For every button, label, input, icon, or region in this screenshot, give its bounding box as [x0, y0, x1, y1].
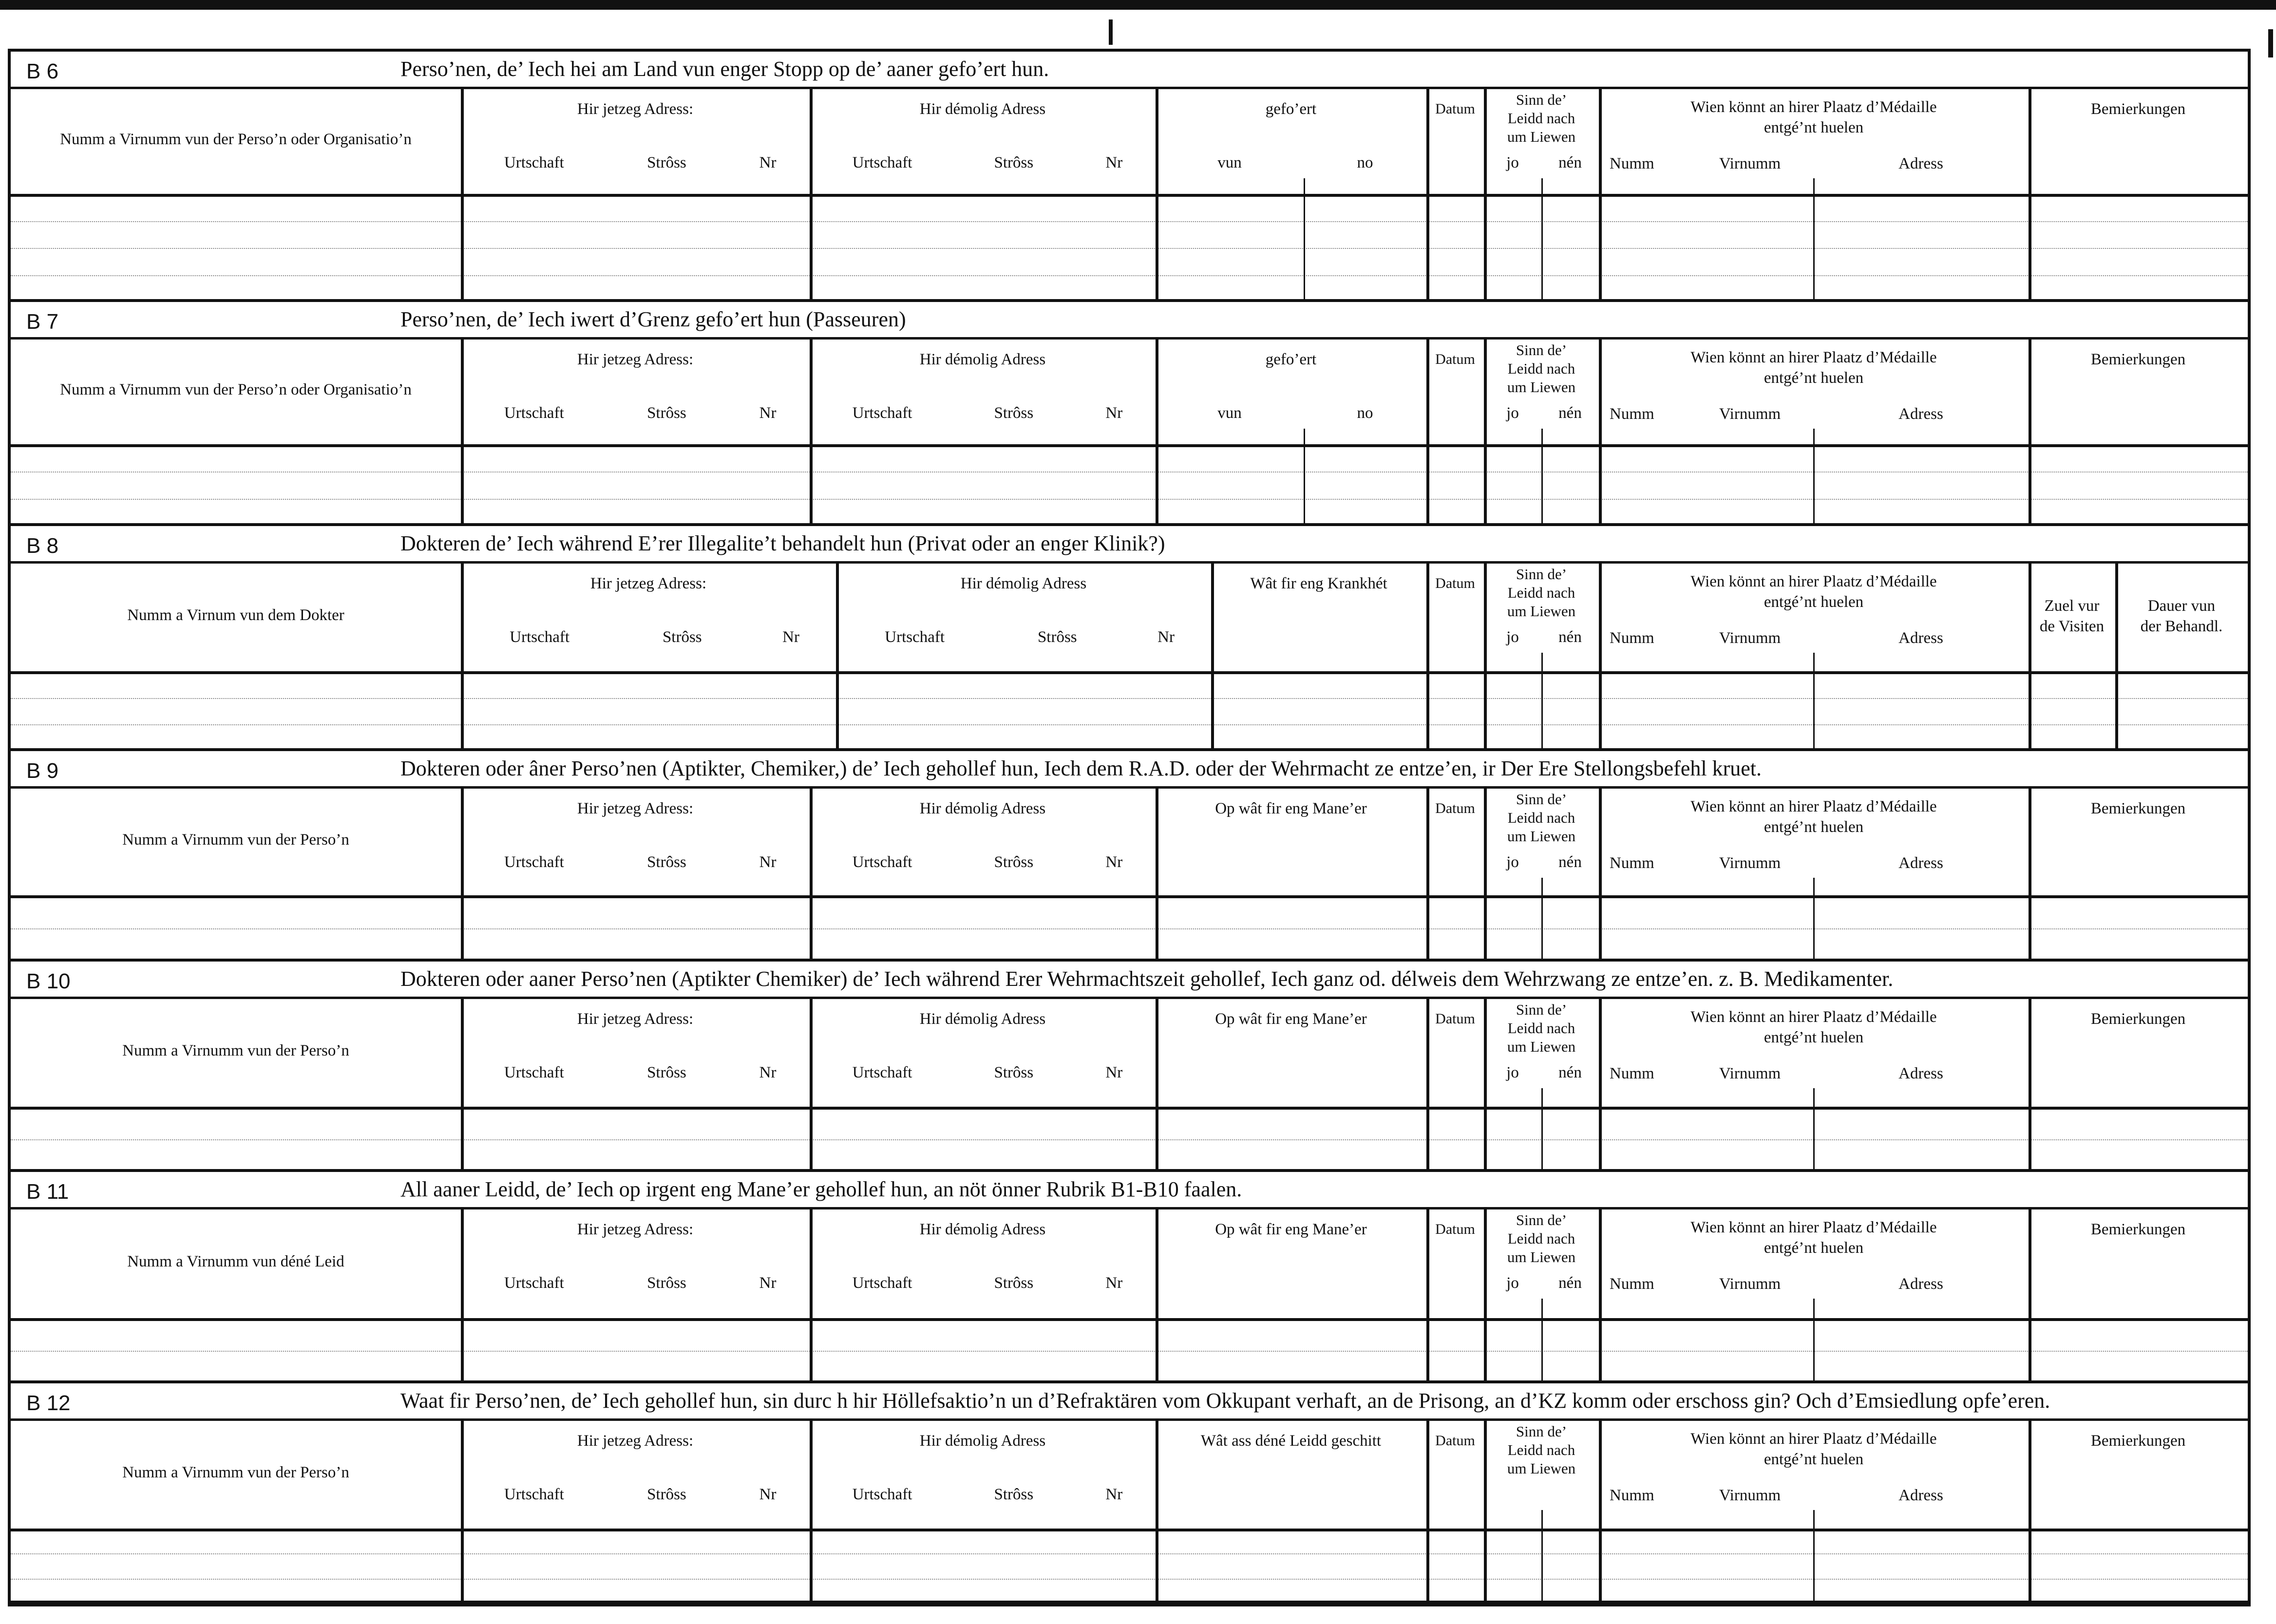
header-body-rule — [11, 444, 2248, 447]
duration-l2: der Behandl. — [2140, 618, 2223, 635]
section-header — [11, 962, 2248, 999]
section-b8 — [11, 526, 2248, 751]
current-address-nr-label: Nr — [759, 154, 777, 171]
former-address-nr-label: Nr — [1105, 154, 1123, 171]
fold-mark — [1109, 19, 1113, 45]
medal-address-label: Adress — [1898, 1275, 1943, 1293]
header-body-rule — [11, 1107, 2248, 1110]
former-address-nr-label: Nr — [1105, 1274, 1123, 1292]
suffered-l3: um Liewen — [1507, 1038, 1576, 1055]
section-b12 — [11, 1383, 2248, 1604]
medal-header-l1: Wien könnt an hirer Plaatz d’Médaille — [1690, 573, 1937, 590]
no-label: nén — [1558, 628, 1582, 646]
medal-name-label: Numm — [1610, 629, 1654, 647]
section-header — [11, 751, 2248, 789]
suffered-l3: um Liewen — [1507, 1248, 1576, 1265]
former-address-street-label: Strôss — [1037, 628, 1077, 646]
medal-header-l1: Wien könnt an hirer Plaatz d’Médaille — [1690, 98, 1937, 116]
header-body-rule — [11, 194, 2248, 197]
column-rule — [1156, 997, 1158, 1169]
remarks-header: Bemierkungen — [2090, 351, 2186, 368]
section-b6 — [11, 52, 2248, 302]
to-label: no — [1357, 404, 1373, 422]
sub-column-rule — [1541, 1088, 1543, 1169]
date-header: Datum — [1435, 575, 1475, 591]
column-name-header: Numm a Virnumm vun déné Leid — [127, 1253, 344, 1270]
current-address-street-label: Strôss — [647, 1274, 686, 1292]
current-address-street-label: Strôss — [647, 404, 686, 422]
current-address-header: Hir jetzeg Adress: — [590, 575, 707, 592]
sub-column-rule — [1813, 1088, 1815, 1169]
former-address-street-label: Strôss — [994, 404, 1034, 422]
suffered-l2: Leidd nach — [1507, 1441, 1575, 1458]
remarks-header: Bemierkungen — [2090, 800, 2186, 817]
transported-header: gefo’ert — [1265, 351, 1317, 368]
section-code: B 8 — [26, 534, 59, 558]
no-label: nén — [1558, 1064, 1582, 1081]
suffered-l2: Leidd nach — [1507, 809, 1575, 826]
from-label: vun — [1217, 154, 1242, 171]
header-body-rule — [11, 895, 2248, 898]
medal-firstname-label: Virnumm — [1719, 1275, 1781, 1293]
suffered-l2: Leidd nach — [1507, 584, 1575, 601]
section-code: B 10 — [26, 969, 71, 993]
sub-column-rule — [1541, 1299, 1543, 1380]
medal-name-label: Numm — [1610, 1487, 1654, 1504]
medal-name-label: Numm — [1610, 1065, 1654, 1082]
medal-header-l2: entgé’nt huelen — [1764, 818, 1864, 836]
former-address-place-label: Urtschaft — [885, 628, 945, 646]
column-name-header: Numm a Virnumm vun der Perso’n oder Organisatio’n — [60, 381, 412, 398]
sub-column-rule — [1304, 429, 1305, 523]
date-header: Datum — [1435, 1221, 1475, 1237]
visits-l2: de Visiten — [2039, 618, 2105, 635]
medal-address-label: Adress — [1898, 854, 1943, 872]
section-header — [11, 302, 2248, 340]
current-address-nr-label: Nr — [759, 1486, 777, 1503]
yes-label: jo — [1506, 628, 1519, 646]
sub-column-rule — [1813, 1510, 1815, 1601]
manner-header: Wât fir eng Krankhét — [1250, 575, 1387, 592]
column-rule — [1156, 786, 1158, 959]
medal-firstname-label: Virnumm — [1719, 1065, 1781, 1082]
medal-header-l2: entgé’nt huelen — [1764, 119, 1864, 136]
medal-header-l1: Wien könnt an hirer Plaatz d’Médaille — [1690, 1219, 1937, 1236]
manner-header: Wât ass déné Leidd geschitt — [1200, 1432, 1382, 1450]
sub-column-rule — [1813, 653, 1815, 748]
section-code: B 6 — [26, 59, 59, 83]
current-address-nr-label: Nr — [782, 628, 799, 646]
section-header — [11, 52, 2248, 89]
former-address-header: Hir démolig Adress — [919, 1432, 1046, 1450]
former-address-header: Hir démolig Adress — [960, 575, 1087, 592]
current-address-header: Hir jetzeg Adress: — [577, 100, 694, 118]
entry-line[interactable] — [11, 499, 2248, 500]
medal-name-label: Numm — [1610, 1275, 1654, 1293]
column-name-header: Numm a Virnumm vun der Perso’n oder Organisatio’n — [60, 131, 412, 148]
current-address-nr-label: Nr — [759, 404, 777, 422]
entry-line[interactable] — [11, 1553, 2248, 1554]
current-address-header: Hir jetzeg Adress: — [577, 800, 694, 817]
medal-header-l1: Wien könnt an hirer Plaatz d’Médaille — [1690, 1430, 1937, 1448]
current-address-header: Hir jetzeg Adress: — [577, 1010, 694, 1028]
current-address-header: Hir jetzeg Adress: — [577, 1221, 694, 1238]
suffered-l2: Leidd nach — [1507, 360, 1575, 377]
suffered-l1: Sinn de’ — [1516, 91, 1567, 108]
section-title: Waat fir Perso’nen, de’ Iech gehollef hun, sin durc h hir Höllefsaktio’n un d’Refraktären vom Okkupant verhaft, an de Prisong, an d’KZ komm oder erschoss gin? Och d’Emsiedlung opfe’eren. — [400, 1389, 2050, 1413]
medal-address-label: Adress — [1898, 405, 1943, 423]
manner-header: Op wât fir eng Mane’er — [1215, 1010, 1367, 1028]
section-title: Dokteren oder aaner Perso’nen (Aptikter Chemiker) de’ Iech während Erer Wehrmachtszeit gehollef, Iech ganz od. délweis dem Wehrzwang ze entze’en. z. B. Medikamenter. — [400, 967, 1894, 991]
suffered-l3: um Liewen — [1507, 828, 1576, 845]
yes-label: jo — [1506, 154, 1519, 171]
entry-line[interactable] — [11, 1351, 2248, 1352]
current-address-place-label: Urtschaft — [504, 1274, 564, 1292]
medal-firstname-label: Virnumm — [1719, 405, 1781, 423]
section-header — [11, 1172, 2248, 1209]
medal-header-l2: entgé’nt huelen — [1764, 593, 1864, 611]
suffered-l3: um Liewen — [1507, 1460, 1576, 1477]
current-address-header: Hir jetzeg Adress: — [577, 351, 694, 368]
sub-column-rule — [1541, 178, 1543, 299]
medal-address-label: Adress — [1898, 1487, 1943, 1504]
header-body-rule — [11, 1318, 2248, 1321]
to-label: no — [1357, 154, 1373, 171]
medal-header-l2: entgé’nt huelen — [1764, 369, 1864, 387]
sub-column-rule — [1541, 1510, 1543, 1601]
current-address-nr-label: Nr — [759, 1064, 777, 1081]
visits-l1: Zuel vur — [2044, 597, 2100, 615]
former-address-street-label: Strôss — [994, 1064, 1034, 1081]
medal-address-label: Adress — [1898, 629, 1943, 647]
yes-label: jo — [1506, 1274, 1519, 1292]
entry-line[interactable] — [11, 698, 2248, 699]
edge-mark — [2268, 29, 2273, 57]
former-address-place-label: Urtschaft — [852, 1064, 912, 1081]
current-address-nr-label: Nr — [759, 1274, 777, 1292]
sub-column-rule — [1813, 1299, 1815, 1380]
former-address-street-label: Strôss — [994, 1486, 1034, 1503]
remarks-header: Bemierkungen — [2090, 100, 2186, 118]
sub-column-rule — [1813, 178, 1815, 299]
no-label: nén — [1558, 853, 1582, 871]
entry-line[interactable] — [11, 275, 2248, 276]
suffered-l1: Sinn de’ — [1516, 1423, 1567, 1440]
suffered-l2: Leidd nach — [1507, 1230, 1575, 1247]
section-b11 — [11, 1172, 2248, 1383]
former-address-place-label: Urtschaft — [852, 154, 912, 171]
medal-header-l2: entgé’nt huelen — [1764, 1451, 1864, 1468]
section-code: B 7 — [26, 310, 59, 334]
current-address-street-label: Strôss — [647, 1064, 686, 1081]
medal-name-label: Numm — [1610, 854, 1654, 872]
column-rule — [1156, 1207, 1158, 1380]
former-address-header: Hir démolig Adress — [919, 100, 1046, 118]
section-b9 — [11, 751, 2248, 962]
section-title: Dokteren oder âner Perso’nen (Aptikter, Chemiker,) de’ Iech gehollef hun, Iech dem R.A.D. oder der Wehrmacht ze entze’en, ir Der Ere Stellongsbefehl kruet. — [400, 756, 1762, 780]
entry-line[interactable] — [11, 1139, 2248, 1140]
yes-label: jo — [1506, 404, 1519, 422]
former-address-street-label: Strôss — [994, 853, 1034, 871]
entry-line[interactable] — [11, 248, 2248, 249]
column-name-header: Numm a Virnumm vun der Perso’n — [122, 1464, 349, 1481]
date-header: Datum — [1435, 1433, 1475, 1449]
medal-firstname-label: Virnumm — [1719, 155, 1781, 172]
transported-header: gefo’ert — [1265, 100, 1317, 118]
sub-column-rule — [1813, 878, 1815, 959]
suffered-l2: Leidd nach — [1507, 1020, 1575, 1037]
current-address-place-label: Urtschaft — [504, 154, 564, 171]
current-address-place-label: Urtschaft — [504, 1064, 564, 1081]
entry-line[interactable] — [11, 724, 2248, 725]
section-b10 — [11, 962, 2248, 1172]
suffered-l3: um Liewen — [1507, 378, 1576, 396]
medal-header-l2: entgé’nt huelen — [1764, 1029, 1864, 1046]
duration-l1: Dauer vun — [2147, 597, 2216, 615]
suffered-l1: Sinn de’ — [1516, 341, 1567, 359]
medal-name-label: Numm — [1610, 405, 1654, 423]
medal-firstname-label: Virnumm — [1719, 854, 1781, 872]
yes-label: jo — [1506, 853, 1519, 871]
sub-column-rule — [1541, 653, 1543, 748]
sub-column-rule — [1541, 429, 1543, 523]
column-rule — [1211, 561, 1214, 748]
former-address-header: Hir démolig Adress — [919, 1221, 1046, 1238]
section-header — [11, 1383, 2248, 1421]
section-code: B 12 — [26, 1391, 71, 1415]
former-address-nr-label: Nr — [1157, 628, 1175, 646]
suffered-l1: Sinn de’ — [1516, 566, 1567, 583]
from-label: vun — [1217, 404, 1242, 422]
suffered-l2: Leidd nach — [1507, 110, 1575, 127]
former-address-nr-label: Nr — [1105, 1064, 1123, 1081]
section-b7 — [11, 302, 2248, 526]
manner-header: Op wât fir eng Mane’er — [1215, 1221, 1367, 1238]
former-address-place-label: Urtschaft — [852, 404, 912, 422]
current-address-street-label: Strôss — [647, 154, 686, 171]
header-body-rule — [11, 1529, 2248, 1531]
suffered-l3: um Liewen — [1507, 128, 1576, 145]
current-address-street-label: Strôss — [662, 628, 702, 646]
column-rule — [2115, 561, 2118, 748]
current-address-street-label: Strôss — [647, 853, 686, 871]
suffered-l1: Sinn de’ — [1516, 1211, 1567, 1228]
current-address-place-label: Urtschaft — [504, 1486, 564, 1503]
former-address-header: Hir démolig Adress — [919, 800, 1046, 817]
former-address-place-label: Urtschaft — [852, 1486, 912, 1503]
medal-address-label: Adress — [1898, 155, 1943, 172]
no-label: nén — [1558, 1274, 1582, 1292]
former-address-nr-label: Nr — [1105, 853, 1123, 871]
remarks-header: Bemierkungen — [2090, 1010, 2186, 1028]
remarks-header: Bemierkungen — [2090, 1221, 2186, 1238]
column-rule — [2029, 561, 2031, 748]
header-body-rule — [11, 671, 2248, 674]
sub-column-rule — [1813, 429, 1815, 523]
sub-column-rule — [1304, 178, 1305, 299]
former-address-nr-label: Nr — [1105, 404, 1123, 422]
column-name-header: Numm a Virnum vun dem Dokter — [127, 606, 344, 624]
manner-header: Op wât fir eng Mane’er — [1215, 800, 1367, 817]
entry-line[interactable] — [11, 1579, 2248, 1580]
yes-label: jo — [1506, 1064, 1519, 1081]
medal-header-l1: Wien könnt an hirer Plaatz d’Médaille — [1690, 1008, 1937, 1026]
former-address-header: Hir démolig Adress — [919, 351, 1046, 368]
medal-name-label: Numm — [1610, 155, 1654, 172]
date-header: Datum — [1435, 800, 1475, 816]
suffered-l3: um Liewen — [1507, 603, 1576, 620]
date-header: Datum — [1435, 101, 1475, 117]
former-address-nr-label: Nr — [1105, 1486, 1123, 1503]
section-code: B 11 — [26, 1180, 69, 1204]
former-address-street-label: Strôss — [994, 1274, 1034, 1292]
date-header: Datum — [1435, 1011, 1475, 1027]
section-title: All aaner Leidd, de’ Iech op irgent eng Mane’er gehollef hun, an nöt önner Rubrik B1-B10 faalen. — [400, 1177, 1242, 1201]
column-rule — [1156, 1418, 1158, 1601]
no-label: nén — [1558, 404, 1582, 422]
section-code: B 9 — [26, 759, 59, 783]
former-address-header: Hir démolig Adress — [919, 1010, 1046, 1028]
current-address-nr-label: Nr — [759, 853, 777, 871]
suffered-l1: Sinn de’ — [1516, 791, 1567, 808]
medal-firstname-label: Virnumm — [1719, 1487, 1781, 1504]
no-label: nén — [1558, 154, 1582, 171]
medal-header-l1: Wien könnt an hirer Plaatz d’Médaille — [1690, 349, 1937, 366]
date-header: Datum — [1435, 351, 1475, 367]
current-address-place-label: Urtschaft — [504, 853, 564, 871]
former-address-place-label: Urtschaft — [852, 853, 912, 871]
current-address-street-label: Strôss — [647, 1486, 686, 1503]
remarks-header: Bemierkungen — [2090, 1432, 2186, 1450]
current-address-place-label: Urtschaft — [510, 628, 570, 646]
section-header — [11, 526, 2248, 564]
entry-line[interactable] — [11, 928, 2248, 929]
entry-line[interactable] — [11, 221, 2248, 222]
former-address-street-label: Strôss — [994, 154, 1034, 171]
former-address-place-label: Urtschaft — [852, 1274, 912, 1292]
sub-column-rule — [1541, 878, 1543, 959]
medal-address-label: Adress — [1898, 1065, 1943, 1082]
medal-firstname-label: Virnumm — [1719, 629, 1781, 647]
section-bottom-rule — [11, 1601, 2248, 1604]
section-title: Perso’nen, de’ Iech iwert d’Grenz gefo’ert hun (Passeuren) — [400, 307, 906, 331]
suffered-l1: Sinn de’ — [1516, 1001, 1567, 1018]
medal-header-l2: entgé’nt huelen — [1764, 1239, 1864, 1257]
section-title: Perso’nen, de’ Iech hei am Land vun enger Stopp op de’ aaner gefo’ert hun. — [400, 57, 1049, 81]
section-title: Dokteren de’ Iech während E’rer Illegalite’t behandelt hun (Privat oder an enger Klinik?) — [400, 531, 1165, 555]
current-address-header: Hir jetzeg Adress: — [577, 1432, 694, 1450]
column-name-header: Numm a Virnumm vun der Perso’n — [122, 1042, 349, 1059]
column-name-header: Numm a Virnumm vun der Perso’n — [122, 831, 349, 849]
top-edge-bar — [0, 0, 2276, 10]
current-address-place-label: Urtschaft — [504, 404, 564, 422]
medal-header-l1: Wien könnt an hirer Plaatz d’Médaille — [1690, 798, 1937, 815]
